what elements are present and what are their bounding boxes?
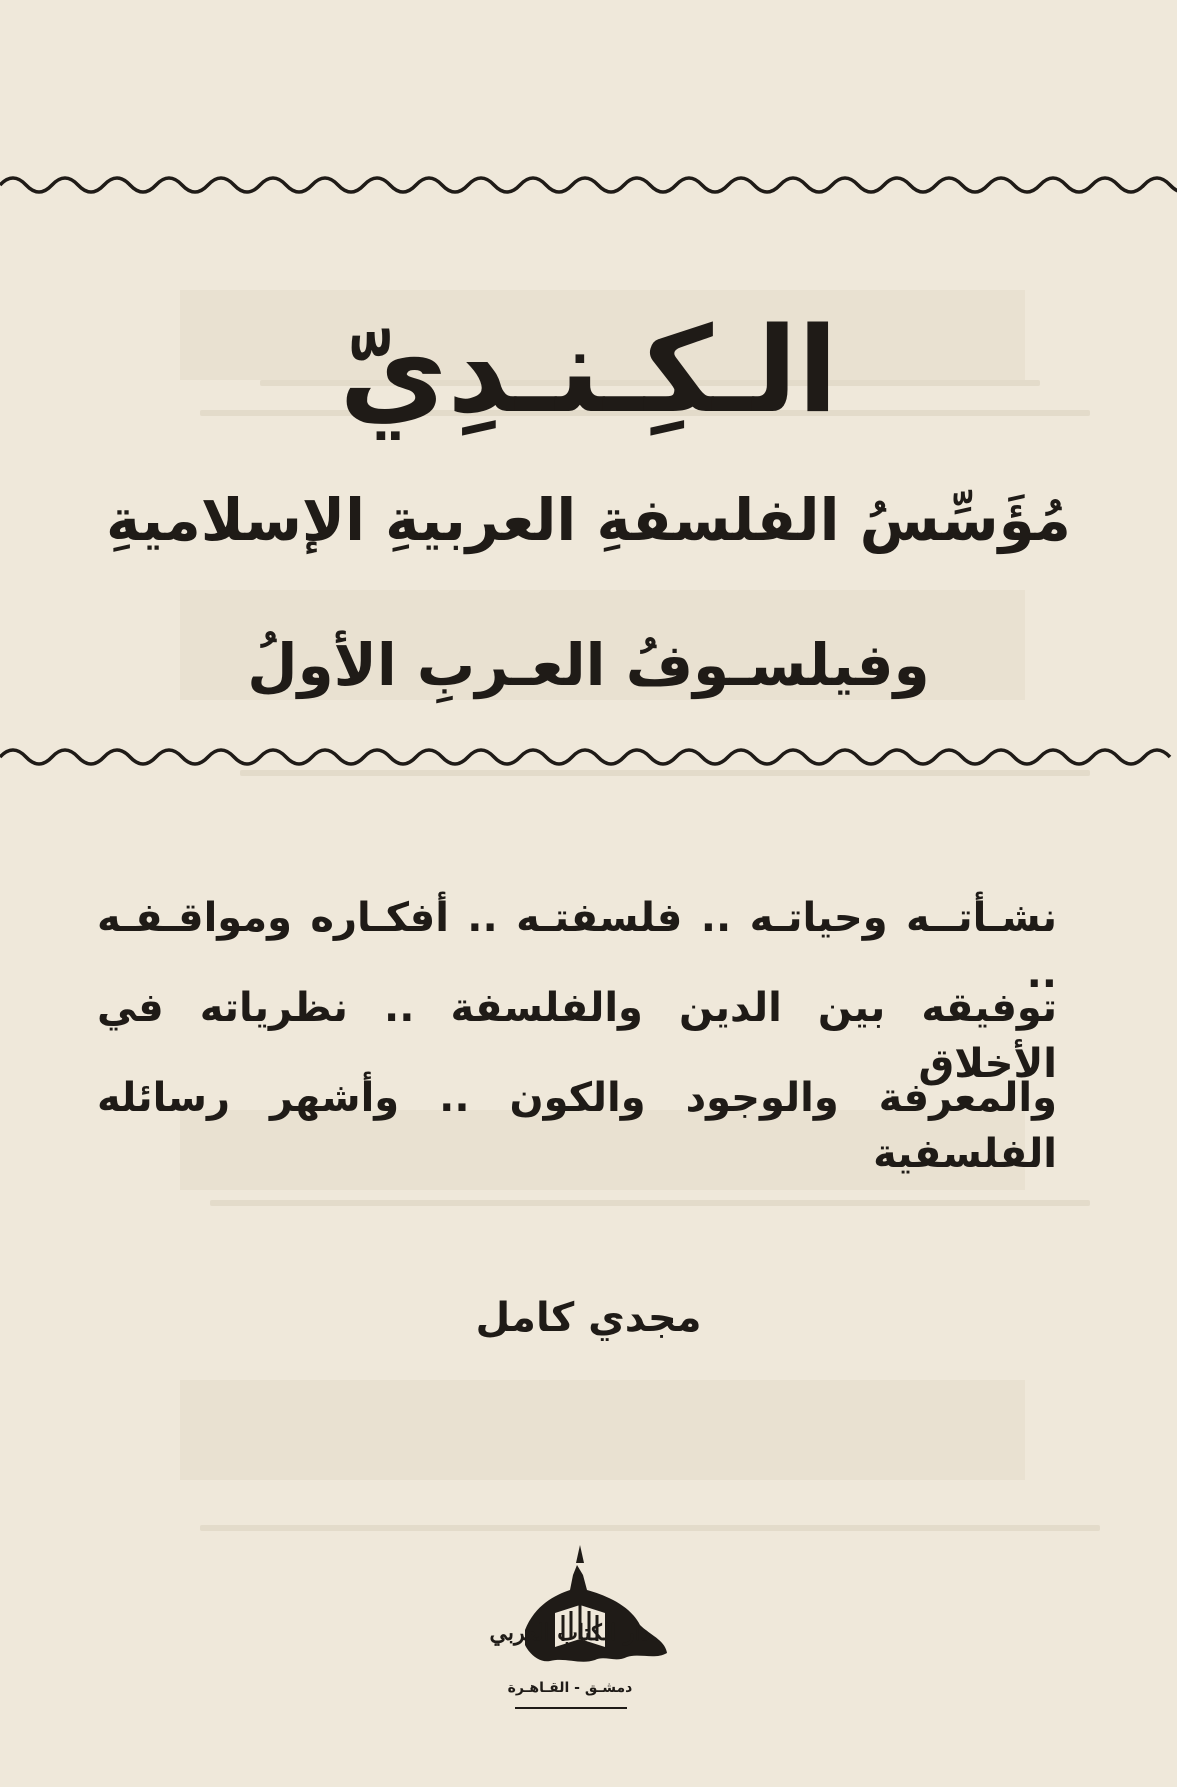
publisher-cities: دمشـق - القـاهـرة <box>507 1680 633 1696</box>
bleed-through-line <box>210 1200 1090 1206</box>
publisher-name: دار الكتاب العربي <box>489 1620 651 1646</box>
bottom-wavy-divider <box>0 740 1177 774</box>
top-wavy-divider <box>0 168 1177 202</box>
description-line-1: نشـأتــه وحياتـه .. فلسفتـه .. أفكـاره ومواقـفـه .. <box>97 895 1057 997</box>
subtitle-line-2: وفيلسـوفُ العـربِ الأولُ <box>247 631 930 699</box>
subtitle-line-1: مُؤَسِّسُ الفلسفةِ العربيةِ الإسلاميةِ <box>106 486 1071 554</box>
bleed-through-line <box>200 1525 1100 1531</box>
author-name: مجدي كامل <box>475 1295 702 1341</box>
book-title: الـكِـنـدِيّ <box>339 301 838 439</box>
description-line-3: والمعرفة والوجود والكون .. وأشهر رسائله الفلسفية <box>97 1075 1057 1177</box>
bleed-through-block <box>180 1380 1025 1480</box>
description-line-2: توفيقه بين الدين والفلسفة .. نظرياته في الأخلاق <box>97 985 1057 1087</box>
